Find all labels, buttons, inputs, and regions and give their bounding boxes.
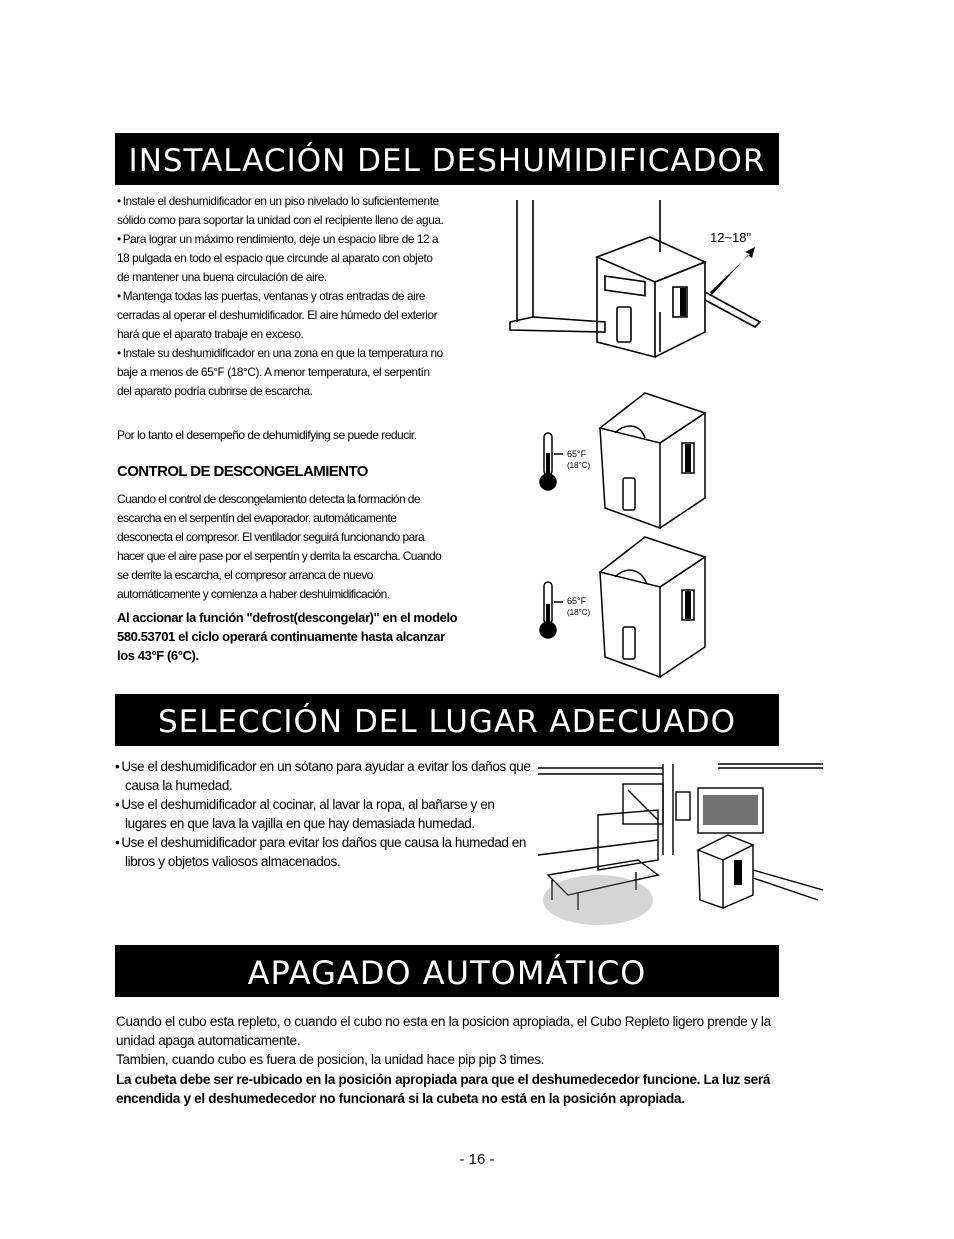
defrost-note: Al accionar la función "defrost(descongelar)" en el modelo 580.53701 el ciclo operará continuamente hasta alcanzar los 43°F (6°C).	[117, 610, 458, 663]
clearance-label: 12~18"	[710, 230, 752, 245]
temperature-f-label: 65°F	[567, 596, 587, 606]
defrost-heading: CONTROL DE DESCONGELAMIENTO	[117, 463, 368, 480]
list-item: • Instale el deshumidificador en un piso nivelado lo suficientemente sólido como para soportar la unidad con el recipiente lleno de agua.	[117, 192, 445, 230]
list-item: • Use el deshumidificador en un sótano para ayudar a evitar los daños que causa la humedad.	[115, 757, 535, 795]
list-item: • Use el deshumidificador para evitar los daños que causa la humedad en libros y objetos valiosos almacenados.	[115, 833, 535, 871]
auto-off-text	[116, 1012, 806, 1069]
section-title-placement: SELECCIÓN DEL LUGAR ADECUADO	[115, 694, 779, 746]
list-item: • Para lograr un máximo rendimiento, deje un espacio libre de 12 a 18 pulgada en todo el espacio que circunde al aparato con objeto de mantener una buena circulación de aire.	[117, 230, 445, 287]
temperature-c-label: (18°C)	[567, 608, 591, 617]
page-number: - 16 -	[459, 1151, 495, 1168]
temperature-illustration-1	[535, 388, 715, 533]
installation-instructions	[117, 192, 445, 401]
list-item: • Mantenga todas las puertas, ventanas y otras entradas de aire cerradas al operar el deshumidificador. El aire húmedo del exterior hará que el aparato trabaje en exceso.	[117, 287, 445, 344]
corner-clearance-illustration	[505, 192, 765, 362]
temperature-illustration-2	[535, 532, 715, 682]
defrost-body: Cuando el control de descongelamiento detecta la formación de escarcha en el serpentín del evaporador, automáticamente desconecta el compresor. El ventilador seguirá funcionando para hacer que el aire pase por el serpentín y derrita la escarcha. Cuando se derrite la escarcha, el compresor arranca de nuevo automáticamente y comienza a haber deshuimidificación.	[117, 492, 442, 601]
performance-note: Por lo tanto el desempeño de dehumidifying se puede reducir.	[117, 428, 417, 442]
auto-off-paragraph: Cuando el cubo esta repleto, o cuando el cubo no esta en la posicion apropiada, el Cubo Repleto ligero prende y la unidad apaga automaticamente.	[116, 1014, 771, 1048]
section-title-installation: INSTALACIÓN DEL DESHUMIDIFICADOR	[115, 133, 779, 185]
placement-instructions	[115, 757, 535, 871]
list-item: • Use el deshumidificador al cocinar, al lavar la ropa, al bañarse y en lugares en que lava la vajilla en que hay demasiada humedad.	[115, 795, 535, 833]
temperature-f-label: 65°F	[567, 449, 587, 459]
auto-off-paragraph: Tambien, cuando cubo es fuera de posicion, la unidad hace pip pip 3 times.	[116, 1052, 545, 1067]
temperature-c-label: (18°C)	[567, 461, 591, 470]
section-title-auto-off: APAGADO AUTOMÁTICO	[115, 945, 779, 997]
list-item: • Instale su deshumidificador en una zona en que la temperatura no baje a menos de 65°F (18°C). A menor temperatura, el serpentín del aparato podría cubrirse de escarcha.	[117, 344, 445, 401]
auto-off-warning: La cubeta debe ser re-ubicado en la posición apropiada para que el deshumedecedor funcione. La luz será encendida y el deshumedecedor no funcionará si la cubeta no está en la posición apropiada.	[116, 1072, 771, 1106]
room-placement-illustration	[538, 760, 828, 940]
